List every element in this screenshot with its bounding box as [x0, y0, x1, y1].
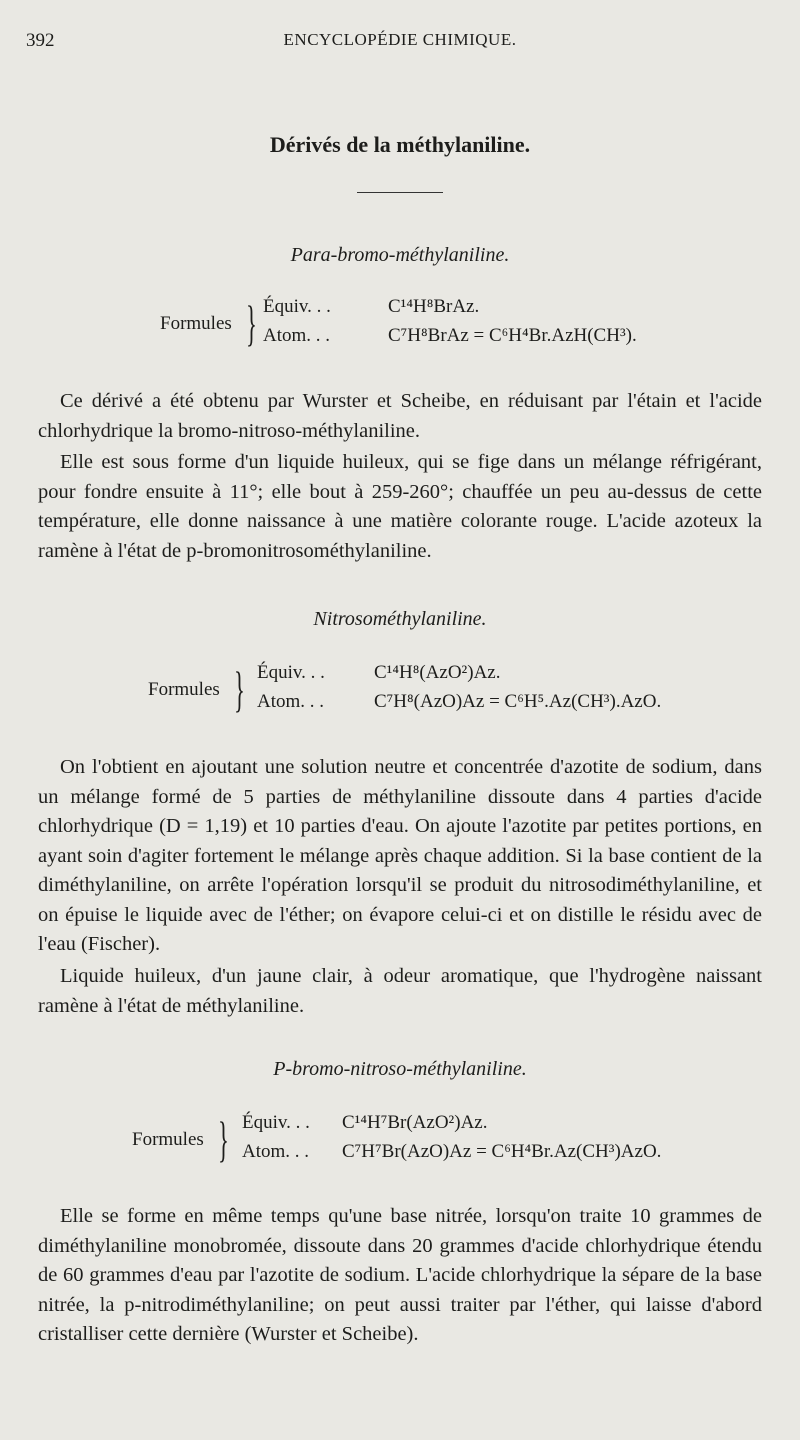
paragraph: Elle est sous forme d'un liquide huileux, qui se fige dans un mélange réfrigérant, pour fondre ensuite à 11°; elle bout à 259-260°; chauffée un peu au-dessus de cette température, elle donne naissance à une matière colorante rouge. L'acide azoteux la ramène à l'état de p-bromonitrosométhylaniline.	[38, 451, 762, 562]
brace-icon: }	[246, 295, 257, 351]
title-rule	[357, 192, 443, 193]
section-title: Dérivés de la méthylaniline.	[269, 132, 531, 157]
paragraph: Elle se forme en même temps qu'une base nitrée, lorsqu'on traite 10 grammes de diméthylaniline monobromée, dissoute dans 20 grammes d'acide chlorhydrique étendu de 60 grammes d'eau par l'azotite de sodium. L'acide chlorhydrique la sépare de la base nitrée, la p-nitrodiméthylaniline; on peut aussi traiter par l'éther, qui laisse d'abord cristalliser cette dernière (Wurster et Scheibe).	[38, 1205, 762, 1345]
brace-icon: }	[234, 661, 245, 717]
page-number: 392	[26, 30, 55, 51]
atom-formula: C⁷H⁸BrAz = C⁶H⁴Br.AzH(CH³).	[388, 325, 637, 346]
paragraph: On l'obtient en ajoutant une solution neutre et concentrée d'azotite de sodium, dans un mélange formé de 5 parties de méthylaniline dissoute dans 4 parties d'acide chlorhydrique (D = 1,19) et 10 parties d'eau. On ajoute l'azotite par petites portions, en ayant soin d'agiter fortement le mélange après chaque addition. Si la base contient de la diméthylaniline, on arrête l'opération lorsqu'il se produit du nitrosodiméthylaniline, et on épuise le liquide avec de l'éther; on évapore celui-ci et on distille le résidu avec de l'eau (Fischer).	[38, 756, 762, 955]
atom-label: Atom. . .	[242, 1141, 310, 1162]
atom-label: Atom. . .	[257, 691, 325, 712]
formulas-label: Formules	[148, 679, 220, 700]
running-header	[26, 30, 774, 54]
atom-formula: C⁷H⁷Br(AzO)Az = C⁶H⁴Br.Az(CH³)AzO.	[342, 1141, 662, 1162]
paragraph: Liquide huileux, d'un jaune clair, à odeur aromatique, que l'hydrogène naissant ramène à l'état de méthylaniline.	[38, 965, 762, 1017]
equiv-label: Équiv. . .	[257, 662, 325, 683]
formulas-label: Formules	[160, 313, 232, 334]
equiv-formula: C¹⁴H⁸BrAz.	[388, 296, 480, 317]
atom-label: Atom. . .	[263, 325, 331, 346]
equiv-label: Équiv. . .	[263, 296, 331, 317]
running-title: ENCYCLOPÉDIE CHIMIQUE.	[283, 30, 517, 49]
atom-formula: C⁷H⁸(AzO)Az = C⁶H⁵.Az(CH³).AzO.	[374, 691, 662, 712]
formula-block	[132, 1112, 722, 1172]
equiv-formula: C¹⁴H⁸(AzO²)Az.	[374, 662, 501, 683]
compound-title: Para-bromo-méthylaniline.	[290, 244, 510, 266]
compound-title: P-bromo-nitroso-méthylaniline.	[273, 1058, 527, 1080]
formula-block	[160, 296, 680, 356]
equiv-label: Équiv. . .	[242, 1112, 310, 1133]
formulas-label: Formules	[132, 1129, 204, 1150]
equiv-formula: C¹⁴H⁷Br(AzO²)Az.	[342, 1112, 488, 1133]
compound-title: Nitrosométhylaniline.	[313, 608, 487, 630]
brace-icon: }	[218, 1111, 229, 1167]
formula-block	[148, 662, 708, 722]
paragraph: Ce dérivé a été obtenu par Wurster et Scheibe, en réduisant par l'étain et l'acide chlorhydrique la bromo-nitroso-méthylaniline.	[38, 390, 762, 442]
